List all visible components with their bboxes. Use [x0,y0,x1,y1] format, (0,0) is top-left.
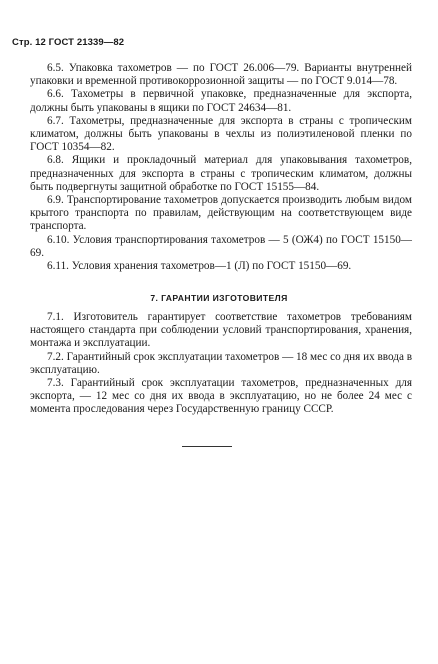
section-7-title: 7. ГАРАНТИИ ИЗГОТОВИТЕЛЯ [150,293,288,303]
end-rule-divider [182,446,232,447]
paragraph-7-1: 7.1. Изготовитель гарантирует соответствие тахометров требованиям настоящего стандарта при соблюдении условий транспортирования, хранения, монтажа и эксплуатации. [30,311,412,350]
section-7-body [30,311,412,417]
paragraph-6-7: 6.7. Тахометры, предназначенные для экспорта в страны с тропическим климатом, должны быть упакованы в чехлы из полиэтиленовой пленки по ГОСТ 10354—82. [30,114,412,154]
paragraph-6-8: 6.8. Ящики и прокладочный материал для упаковывания тахометров, предназначенных для экспорта в страны с тропическим климатом, должны быть подвергнуты защитной обработке по ГОСТ 15155—84. [30,154,412,193]
paragraph-7-3: 7.3. Гарантийный срок эксплуатации тахометров, предназначенных для экспорта, — 12 мес со дня их ввода в эксплуатацию, но не более 24 мес с момента проследования через Государственную границу СССР. [30,377,412,416]
paragraph-6-9: 6.9. Транспортирование тахометров допускается производить любым видом крытого транспорта по правилам, действующим на соответствующем виде транспорта. [30,194,412,233]
section-6-body [30,62,412,273]
running-head: Стр. 12 ГОСТ 21339—82 [12,37,125,48]
paragraph-6-11: 6.11. Условия хранения тахометров—1 (Л) по ГОСТ 15150—69. [47,260,352,273]
paragraph-6-6: 6.6. Тахометры в первичной упаковке, предназначенные для экспорта, должны быть упакованы в ящики по ГОСТ 24634—81. [30,88,412,114]
paragraph-6-5: 6.5. Упаковка тахометров — по ГОСТ 26.006—79. Варианты внутренней упаковки и временной противокоррозионной защиты — по ГОСТ 9.014—78. [30,62,412,88]
paragraph-6-10: 6.10. Условия транспортирования тахометров — 5 (ОЖ4) по ГОСТ 15150—69. [30,233,412,259]
paragraph-7-2: 7.2. Гарантийный срок эксплуатации тахометров — 18 мес со дня их ввода в эксплуатацию. [30,350,412,376]
